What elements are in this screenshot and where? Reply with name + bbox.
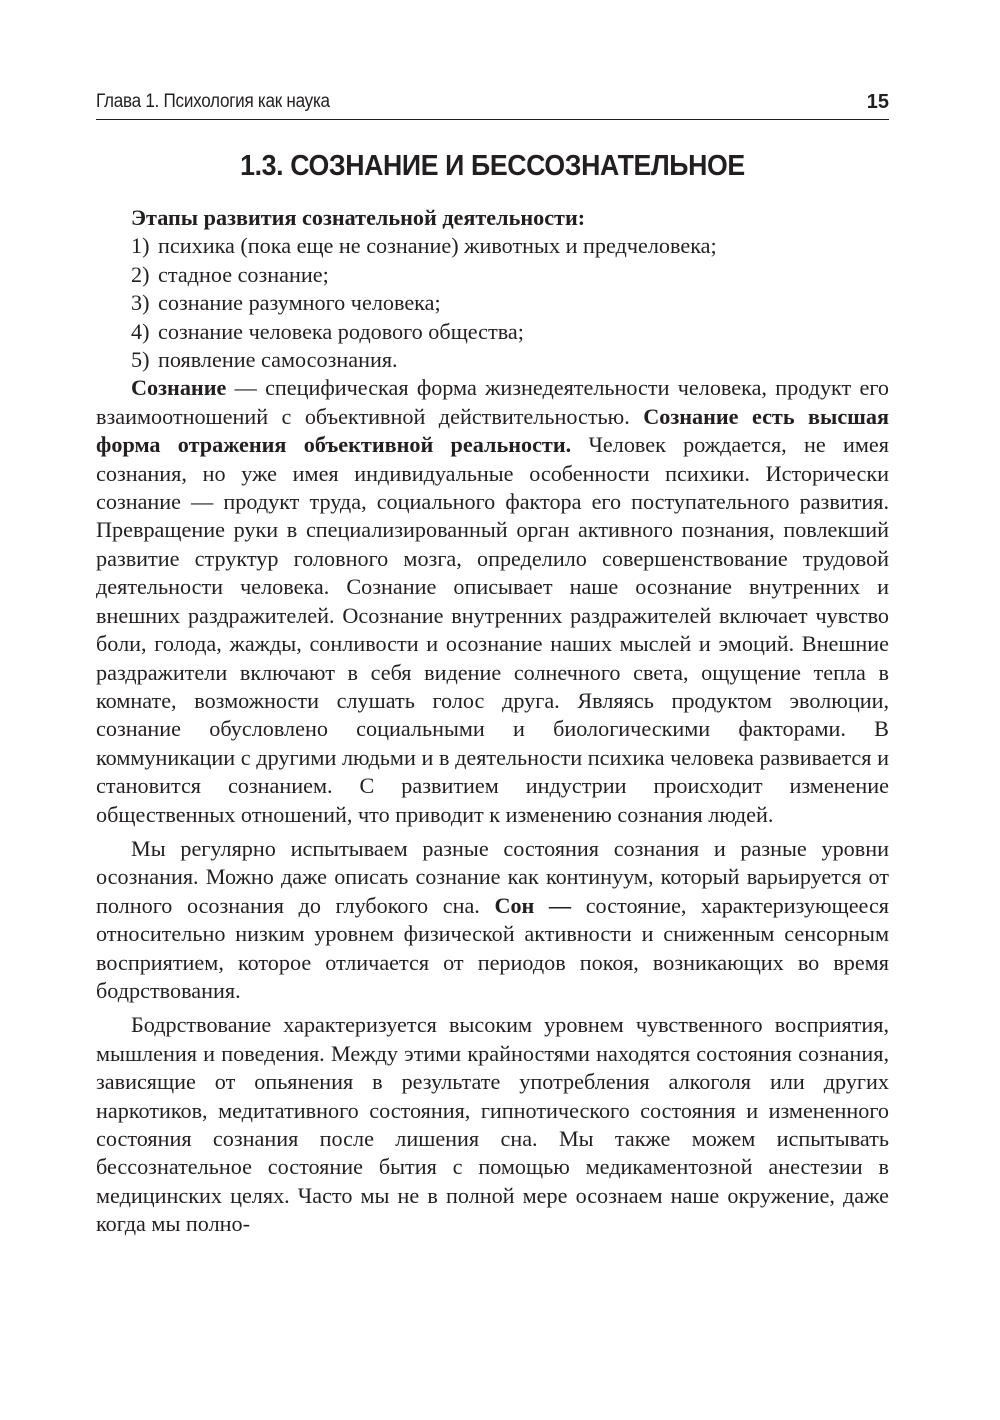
list-item bbox=[96, 346, 889, 374]
list-item-number: 5) bbox=[131, 347, 150, 373]
section-title: 1.3. СОЗНАНИЕ И БЕССОЗНАТЕЛЬНОЕ bbox=[240, 150, 745, 182]
term-sleep: Сон — bbox=[494, 892, 572, 918]
list-item-number: 2) bbox=[131, 261, 150, 287]
stages-heading: Этапы развития сознательной деятельности: bbox=[131, 205, 586, 230]
list-item bbox=[96, 232, 889, 260]
sleep-lead: Мы регулярно испытываем разные состояния сознания и разные уровни осознания. Можно даже описать сознание как континуум, который варьируется от полного осознания до глубокого сна. bbox=[96, 835, 889, 918]
list-item-number: 4) bbox=[131, 318, 150, 344]
list-item-text: стадное сознание; bbox=[158, 261, 329, 287]
list-item bbox=[96, 261, 889, 289]
paragraph-consciousness bbox=[96, 374, 889, 829]
paragraph-sleep bbox=[96, 835, 889, 1005]
chapter-title: Глава 1. Психология как наука bbox=[96, 91, 330, 112]
page-number: 15 bbox=[866, 91, 889, 113]
stages-list bbox=[96, 232, 889, 374]
list-item-text: психика (пока еще не сознание) животных и предчеловека; bbox=[158, 233, 717, 259]
list-item bbox=[96, 289, 889, 317]
body-text bbox=[96, 204, 889, 1239]
key-statement: Сознание есть высшая форма отражения объективной реальности. bbox=[96, 403, 889, 458]
running-header bbox=[96, 91, 889, 120]
list-item-text: сознание человека родового общества; bbox=[158, 318, 524, 344]
paragraph-wakefulness: Бодрствование характеризуется высоким уровнем чувственного восприятия, мышления и поведения. Между этими крайностями находятся состояния сознания, зависящие от опьянения в результате употребления алкоголя или других наркотиков, медитативного состояния, гипнотического состояния и измененного состояния сознания после лишения сна. Мы также можем испытывать бессознательное состояние бытия с помощью медикаментозной анестезии в медицинских целях. Часто мы не в полной мере осознаем наше окружение, даже когда мы полно- bbox=[96, 1012, 889, 1237]
list-item-number: 1) bbox=[131, 233, 150, 259]
consciousness-text: Человек рождается, не имея сознания, но уже имея индивидуальные особенности психики. Исторически сознание — продукт труда, социального фактора его поступательного развития. Превращение руки в специализированный орган активного познания, повлекший развитие структур головного мозга, определило совершенствование трудовой деятельности человека. Сознание описывает наше осознание внутренних и внешних раздражителей. Осознание внутренних раздражителей включает чувство боли, голода, жажды, сонливости и осознание наших мыслей и эмоций. Внешние раздражители включают в себя видение солнечного света, ощущение тепла в комнате, возможности слушать голос друга. Являясь продуктом эволюции, сознание обусловлено социальными и биологическими факторами. В коммуникации с другими людьми и в деятельности психика человека развивается и становится сознанием. С развитием индустрии происходит изменение общественных отношений, что приводит к изменению сознания людей. bbox=[96, 432, 889, 827]
list-item bbox=[96, 318, 889, 346]
term-consciousness: Сознание bbox=[131, 375, 227, 401]
list-item-text: сознание разумного человека; bbox=[158, 290, 441, 316]
list-item-number: 3) bbox=[131, 290, 150, 316]
consciousness-definition: — специфическая форма жизнедеятельности человека, продукт его взаимоотношений с объективной действительностью. bbox=[96, 375, 889, 429]
sleep-text: состояние, характеризующееся относительно низким уровнем физической активности и сниженным сенсорным восприятием, которое отличается от периодов покоя, возникающих во время бодрствования. bbox=[96, 892, 890, 1003]
list-item-text: появление самосознания. bbox=[158, 347, 398, 373]
